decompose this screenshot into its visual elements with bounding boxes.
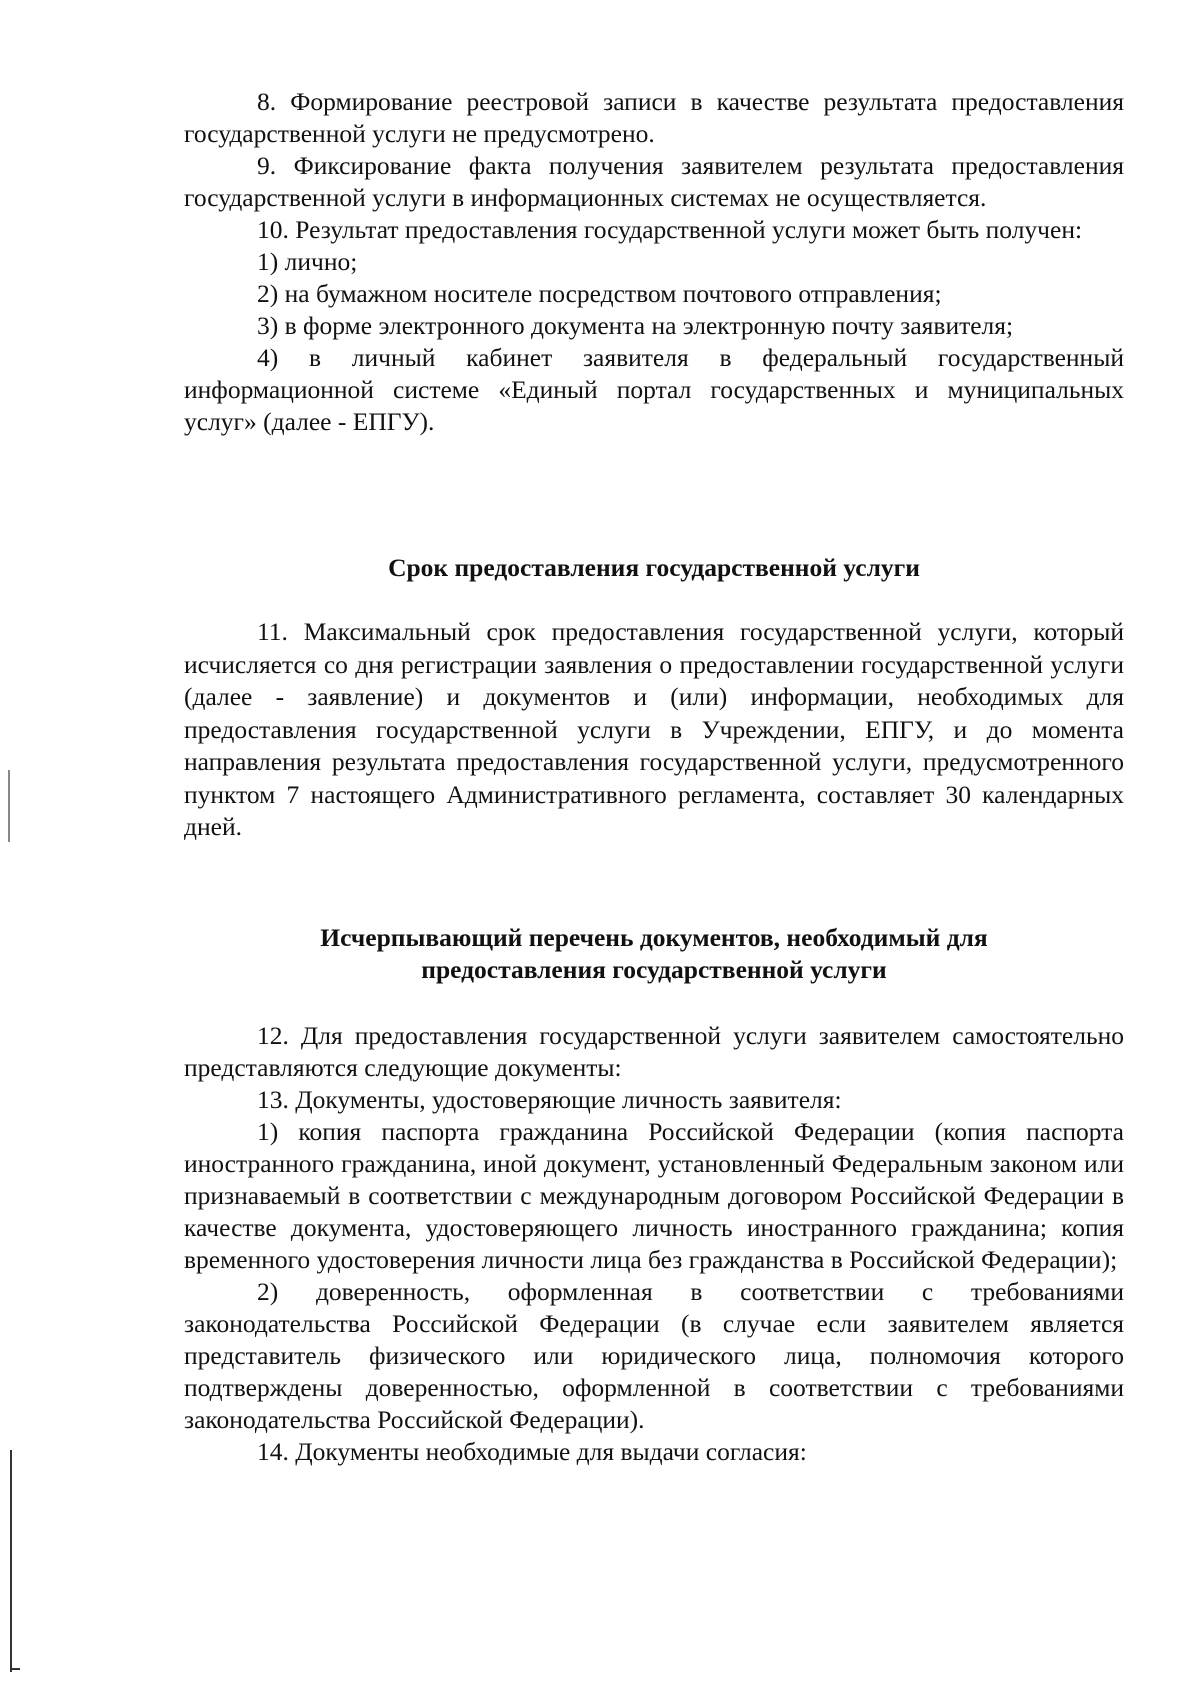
paragraph-14: 14. Документы необходимые для выдачи согласия: [257,1437,807,1466]
paragraph-13-item-1: 1) копия паспорта гражданина Российской Федерации (копия паспорта иностранного гражданина, иной документ, установленный Федеральным законом или признаваемый в соответствии с международным договором Российской Федерации в качестве документа, удостоверяющего личность иностранного гражданина; копия временного удостоверения личности лица без гражданства в Российской Федерации); [184,1117,1124,1274]
paragraph-11: 11. Максимальный срок предоставления государственной услуги, который исчисляется со дня регистрации заявления о предоставлении государственной услуги (далее - заявление) и документов и (или) информации, необходимых для предоставления государственной услуги в Учреждении, ЕПГУ, и до момента направления результата предоставления государственной услуги, предусмотренного пунктом 7 настоящего Административного регламента, составляет 30 календарных дней. [184,617,1124,841]
list-item-3: 3) в форме электронного документа на электронную почту заявителя; [257,311,1014,340]
paragraph-12: 12. Для предоставления государственной услуги заявителем самостоятельно представляются следующие документы: [184,1021,1124,1082]
list-item-1: 1) лично; [257,247,358,276]
heading-documents-line-1: Исчерпывающий перечень документов, необходимый для [320,923,988,952]
scan-edge-mark-bottom [10,1450,12,1672]
heading-documents-block [184,922,1124,986]
heading-term: Срок предоставления государственной услуги [388,553,920,582]
heading-documents-line-2: предоставления государственной услуги [421,955,887,984]
list-item-2: 2) на бумажном носителе посредством почтового отправления; [257,279,942,308]
paragraph-9: 9. Фиксирование факта получения заявителем результата предоставления государственной услуги в информационных системах не осуществляется. [184,151,1124,212]
list-item-4: 4) в личный кабинет заявителя в федеральный государственный информационной системе «Единый портал государственных и муниципальных услуг» (далее - ЕПГУ). [184,343,1124,436]
paragraph-10: 10. Результат предоставления государственной услуги может быть получен: [257,215,1083,244]
paragraph-13-item-2: 2) доверенность, оформленная в соответствии с требованиями законодательства Российской Федерации (в случае если заявителем является представитель физического или юридического лица, полномочия которого подтверждены доверенностью, оформленной в соответствии с требованиями законодательства Российской Федерации). [184,1277,1124,1434]
section-documents [184,1020,1124,1468]
scan-edge-mark-top [8,770,10,842]
heading-term-block [184,552,1124,584]
scan-edge-foot [10,1668,20,1670]
paragraph-13: 13. Документы, удостоверяющие личность заявителя: [257,1085,842,1114]
section-results [184,86,1124,438]
section-term [184,616,1124,844]
paragraph-8: 8. Формирование реестровой записи в качестве результата предоставления государственной услуги не предусмотрено. [184,87,1124,148]
